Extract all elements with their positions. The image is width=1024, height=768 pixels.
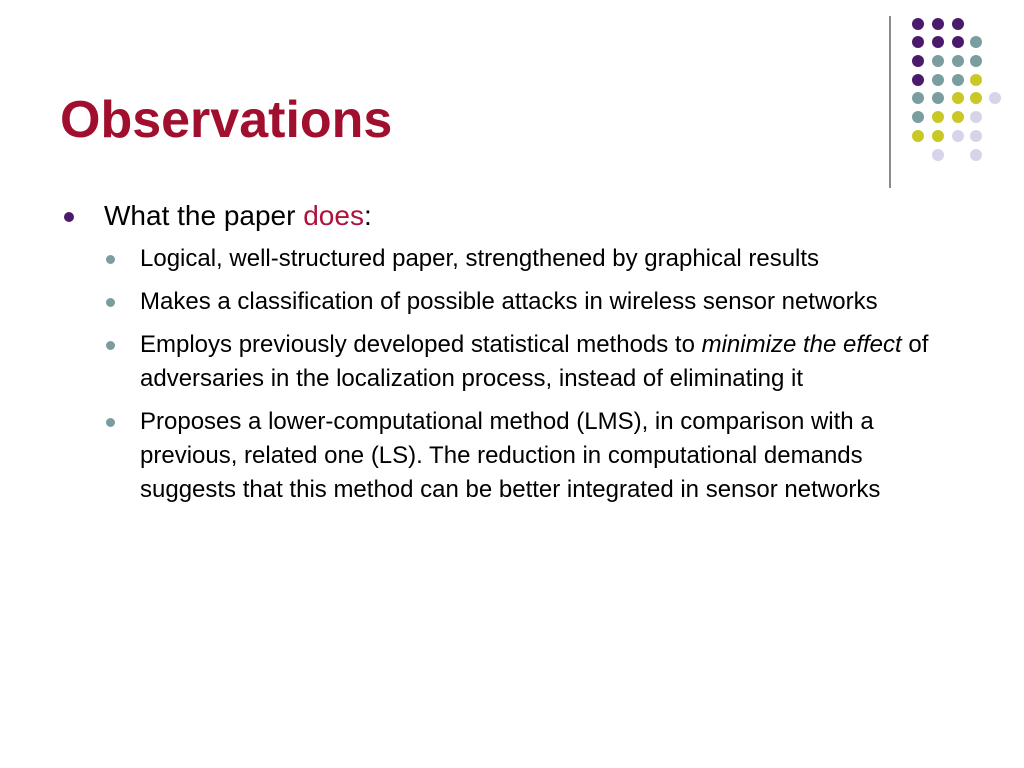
slide-title: Observations xyxy=(60,91,393,149)
bullet-level1-what-the-paper-does xyxy=(62,196,932,236)
bullet-text: Makes a classification of possible attacks in wireless sensor networks xyxy=(140,288,878,315)
heading-highlight: does xyxy=(303,200,364,231)
teal-bullet-icon xyxy=(106,255,115,264)
heading-suffix: : xyxy=(363,200,372,231)
bullet-statistical-methods xyxy=(62,328,932,396)
bullet-text-after: of adversaries in the localization process, instead of eliminating it xyxy=(140,331,929,392)
teal-bullet-icon xyxy=(106,418,115,427)
bullet-text-before: Employs previously developed statistical methods to xyxy=(140,331,702,358)
purple-bullet-icon xyxy=(64,212,74,222)
bullet-attack-classification xyxy=(62,285,932,319)
bullet-text: Proposes a lower-computational method (LMS), in comparison with a previous, related one (LS). The reduction in computational demands suggests that this method can be better integrated in sensor networks xyxy=(140,408,881,503)
heading-prefix: What the paper xyxy=(104,200,304,231)
vertical-divider xyxy=(889,16,891,188)
bullet-lower-computational-method xyxy=(62,405,932,507)
slide-body xyxy=(62,196,932,516)
bullet-logical-structure xyxy=(62,242,932,276)
teal-bullet-icon xyxy=(106,341,115,350)
bullet-text: Logical, well-structured paper, strengthened by graphical results xyxy=(140,245,820,272)
teal-bullet-icon xyxy=(106,298,115,307)
dot-pattern xyxy=(912,18,1001,161)
bullet-text-emphasis: minimize the effect xyxy=(701,331,902,358)
